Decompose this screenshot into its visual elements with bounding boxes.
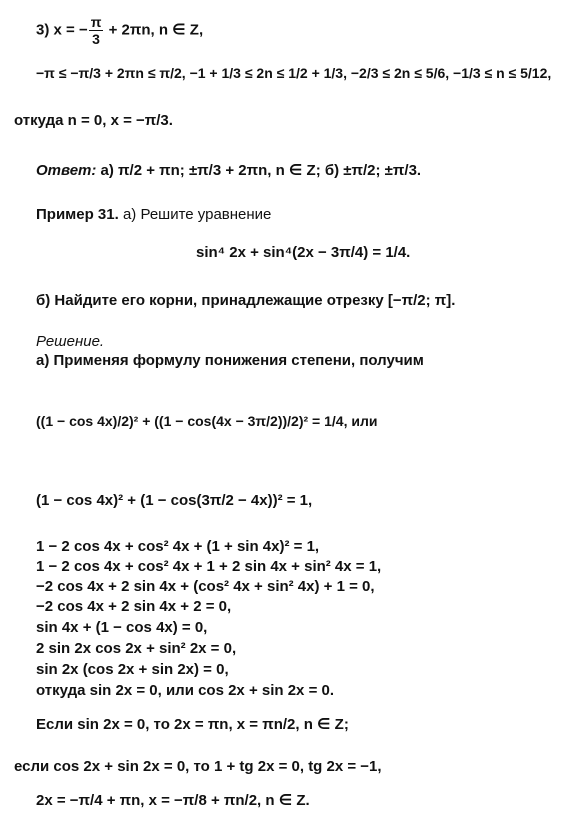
example-label: Пример 31. — [36, 206, 119, 223]
line-case-3 — [36, 14, 203, 47]
step-2: 1 − 2 cos 4x + cos² 4x + 1 + 2 sin 4x + sin² 4x = 1, — [36, 558, 382, 575]
inequality-chain: −π ≤ −π/3 + 2πn ≤ π/2, −1 + 1/3 ≤ 2n ≤ 1/2 + 1/3, −2/3 ≤ 2n ≤ 5/6, −1/3 ≤ n ≤ 5/12, — [36, 65, 552, 81]
answer-label: Ответ: — [36, 162, 97, 179]
step-3: −2 cos 4x + 2 sin 4x + (cos² 4x + sin² 4x) + 1 = 0, — [36, 578, 375, 595]
example-task-a: а) Решите уравнение — [118, 206, 272, 223]
step-7: sin 2x (cos 2x + sin 2x) = 0, — [36, 661, 229, 678]
step-1: 1 − 2 cos 4x + cos² 4x + (1 + sin 4x)² = 1, — [36, 538, 320, 555]
case-1: Если sin 2x = 0, то 2x = πn, x = πn/2, n ∈ Z; — [36, 716, 349, 733]
whence-line: откуда n = 0, x = −π/3. — [14, 112, 173, 129]
case-3-prefix: 3) x = − — [36, 21, 88, 39]
equation-2: (1 − cos 4x)² + (1 − cos(3π/2 − 4x))² = 1, — [36, 492, 313, 509]
example-task-b: б) Найдите его корни, принадлежащие отрезку [−π/2; π]. — [36, 292, 456, 309]
solution-label: Решение. — [36, 333, 105, 350]
equation-1: ((1 − cos 4x)/2)² + ((1 − cos(4x − 3π/2))/2)² = 1/4, или — [36, 413, 378, 429]
fraction-numerator: π — [90, 14, 102, 30]
fraction-denominator: 3 — [92, 31, 100, 47]
example-equation: sin⁴ 2x + sin⁴(2x − 3π/4) = 1/4. — [196, 244, 411, 261]
answer-text: а) π/2 + πn; ±π/3 + 2πn, n ∈ Z; б) ±π/2; ±π/3. — [96, 162, 422, 179]
case-2-result: 2x = −π/4 + πn, x = −π/8 + πn/2, n ∈ Z. — [36, 792, 310, 809]
example-heading — [36, 206, 271, 224]
case-3-suffix: + 2πn, n ∈ Z, — [104, 21, 204, 39]
answer-line — [36, 162, 421, 180]
step-8: откуда sin 2x = 0, или cos 2x + sin 2x = 0. — [36, 682, 335, 699]
step-6: 2 sin 2x cos 2x + sin² 2x = 0, — [36, 640, 237, 657]
case-2: если cos 2x + sin 2x = 0, то 1 + tg 2x = 0, tg 2x = −1, — [14, 758, 382, 775]
step-4: −2 cos 4x + 2 sin 4x + 2 = 0, — [36, 598, 232, 615]
solution-intro: а) Применяя формулу понижения степени, получим — [36, 352, 424, 369]
fraction-pi-3 — [89, 14, 104, 47]
step-5: sin 4x + (1 − cos 4x) = 0, — [36, 619, 208, 636]
